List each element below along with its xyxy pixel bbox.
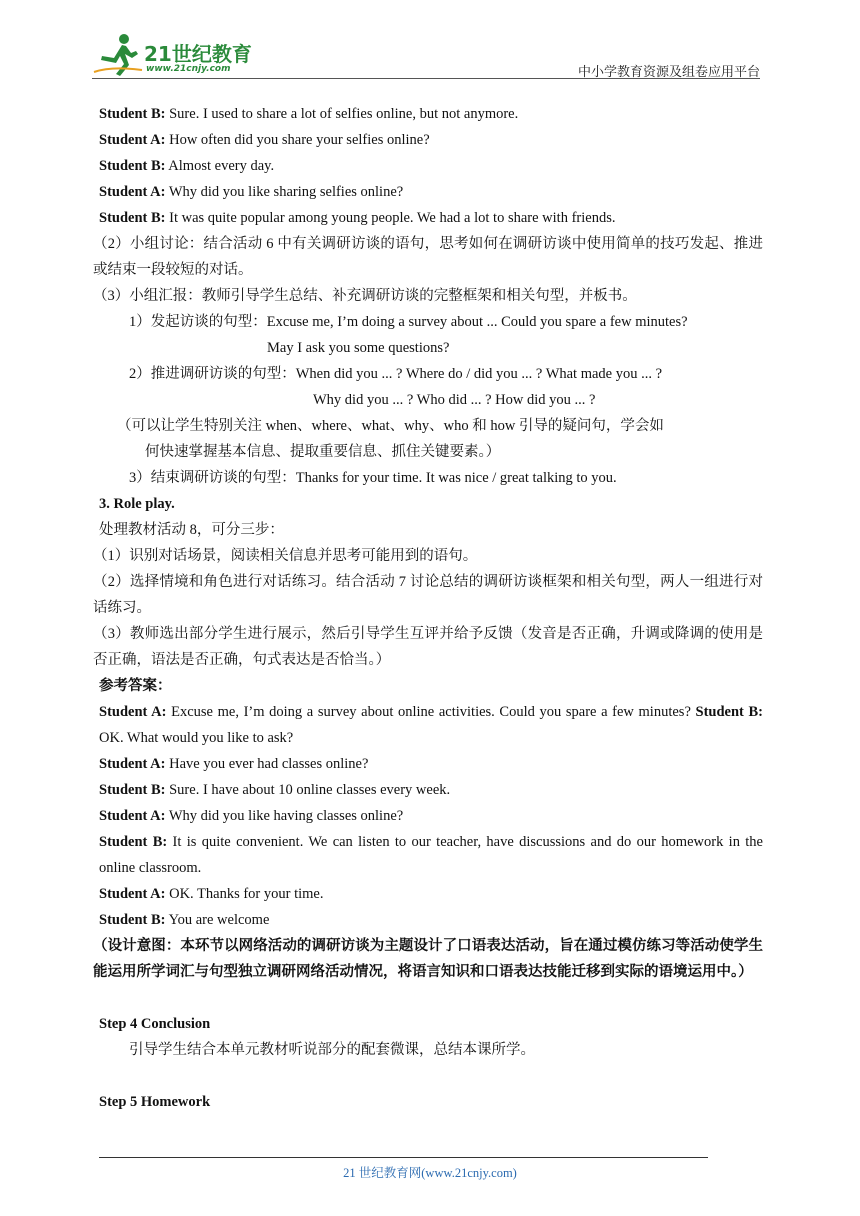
note: （可以让学生特别关注 when、where、what、why、who 和 how 引导的疑问句，学会如 bbox=[117, 418, 664, 434]
logo-text: 21世纪教育 bbox=[144, 42, 252, 66]
dialogue-line bbox=[99, 153, 763, 179]
paragraph: 处理教材活动 8，可分三步： bbox=[99, 522, 284, 538]
spacer bbox=[99, 1063, 763, 1089]
speaker: Student B: bbox=[99, 834, 168, 850]
utterance: Have you ever had classes online? bbox=[165, 756, 369, 772]
site-logo[interactable] bbox=[92, 30, 262, 80]
sentence-pattern: 1）发起访谈的句型：Excuse me, I’m doing a survey about ... Could you spare a few minutes? bbox=[129, 314, 688, 330]
utterance: Almost every day. bbox=[165, 158, 275, 174]
answer-heading bbox=[99, 673, 763, 699]
step-heading bbox=[99, 1089, 763, 1115]
sentence-pattern: May I ask you some questions? bbox=[267, 340, 450, 356]
speaker: Student A: bbox=[99, 132, 166, 148]
footer-link[interactable]: 21 世纪教育网(www.21cnjy.com) bbox=[343, 1166, 517, 1180]
paragraph: （2）小组讨论：结合活动 6 中有关调研访谈的语句，思考如何在调研访谈中使用简单的技巧发起、推进或结束一段较短的对话。 bbox=[93, 236, 763, 278]
header-divider bbox=[92, 78, 760, 79]
utterance: OK. Thanks for your time. bbox=[165, 886, 324, 902]
sentence-pattern: 2）推进调研访谈的句型：When did you ... ? Where do / did you ... ? What made you ... ? bbox=[129, 366, 663, 382]
page-header bbox=[92, 30, 764, 82]
speaker: Student B: bbox=[99, 782, 166, 798]
utterance: It was quite popular among young people. We had a lot to share with friends. bbox=[165, 210, 616, 226]
step-heading bbox=[99, 1011, 763, 1037]
speaker: Student A: bbox=[99, 886, 166, 902]
speaker: Student A: bbox=[99, 184, 166, 200]
speaker: Student B: bbox=[99, 106, 166, 122]
paragraph: （3）小组汇报：教师引导学生总结、补充调研访谈的完整框架和相关句型，并板书。 bbox=[93, 288, 637, 304]
section-title: 3. Role play. bbox=[99, 496, 175, 512]
dialogue-line bbox=[99, 829, 763, 881]
dialogue-line bbox=[99, 803, 763, 829]
dialogue-line bbox=[99, 205, 763, 231]
answer-title: 参考答案： bbox=[99, 678, 172, 694]
paragraph: （3）教师选出部分学生进行展示，然后引导学生互评并给予反馈（发音是否正确，升调或降调的使用是否正确，语法是否正确，句式表达是否恰当。） bbox=[93, 626, 763, 668]
sentence-pattern: 3）结束调研访谈的句型：Thanks for your time. It was nice / great talking to you. bbox=[129, 470, 617, 486]
dialogue-line bbox=[99, 179, 763, 205]
design-intent: （设计意图：本环节以网络活动的调研访谈为主题设计了口语表达活动，旨在通过模仿练习等活动使学生能运用所学词汇与句型独立调研网络活动情况，将语言知识和口语表达技能迁移到实际的语境运用中。） bbox=[93, 938, 763, 980]
utterance: It is quite convenient. We can listen to our teacher, have discussions and do our homework in the online classroom. bbox=[99, 834, 763, 876]
dialogue-line bbox=[99, 881, 763, 907]
utterance: You are welcome bbox=[165, 912, 270, 928]
speaker: Student B: bbox=[695, 704, 763, 720]
dialogue-line bbox=[99, 777, 763, 803]
utterance: How often did you share your selfies online? bbox=[165, 132, 430, 148]
speaker: Student B: bbox=[99, 158, 166, 174]
dialogue-line bbox=[99, 101, 763, 127]
dialogue-line bbox=[99, 907, 763, 933]
dialogue-line bbox=[99, 127, 763, 153]
paragraph: 引导学生结合本单元教材听说部分的配套微课，总结本课所学。 bbox=[129, 1042, 535, 1058]
document-body bbox=[93, 101, 763, 1115]
step-title: Step 5 Homework bbox=[99, 1094, 211, 1110]
note: 何快速掌握基本信息、提取重要信息、抓住关键要素。） bbox=[145, 444, 501, 460]
utterance: OK. What would you like to ask? bbox=[99, 730, 294, 746]
paragraph: （1）识别对话场景，阅读相关信息并思考可能用到的语句。 bbox=[93, 548, 478, 564]
speaker: Student B: bbox=[99, 912, 166, 928]
logo-url: www.21cnjy.com bbox=[146, 64, 231, 74]
utterance: Why did you like having classes online? bbox=[165, 808, 404, 824]
speaker: Student A: bbox=[99, 704, 167, 720]
dialogue-line bbox=[99, 699, 763, 751]
utterance: Why did you like sharing selfies online? bbox=[165, 184, 404, 200]
dialogue-line bbox=[99, 751, 763, 777]
section-heading bbox=[99, 491, 763, 517]
platform-name: 中小学教育资源及组卷应用平台 bbox=[577, 64, 760, 79]
utterance: Sure. I used to share a lot of selfies online, but not anymore. bbox=[165, 106, 519, 122]
speaker: Student A: bbox=[99, 808, 166, 824]
speaker: Student B: bbox=[99, 210, 166, 226]
runner-icon bbox=[92, 32, 144, 78]
sentence-pattern: Why did you ... ? Who did ... ? How did you ... ? bbox=[313, 392, 596, 408]
footer-divider bbox=[99, 1157, 708, 1158]
speaker: Student A: bbox=[99, 756, 166, 772]
utterance: Excuse me, I’m doing a survey about online activities. Could you spare a few minutes? bbox=[166, 704, 696, 720]
paragraph: （2）选择情境和角色进行对话练习。结合活动 7 讨论总结的调研访谈框架和相关句型，两人一组进行对话练习。 bbox=[93, 574, 763, 616]
spacer bbox=[99, 985, 763, 1011]
utterance: Sure. I have about 10 online classes every week. bbox=[165, 782, 451, 798]
step-title: Step 4 Conclusion bbox=[99, 1016, 211, 1032]
